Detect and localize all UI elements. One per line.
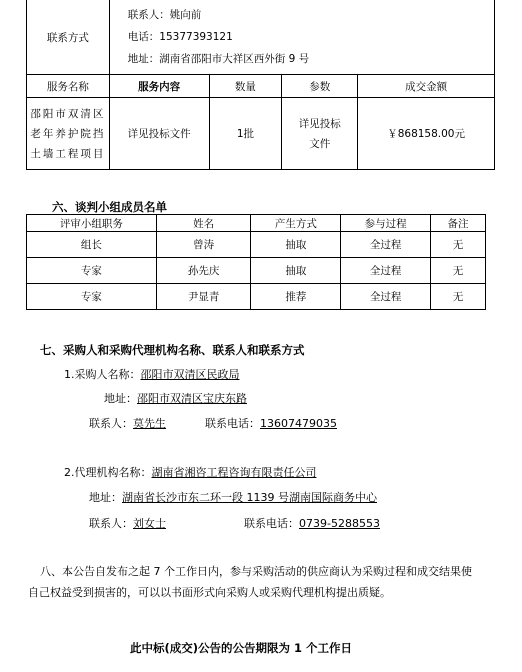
table-row	[27, 284, 486, 310]
panel-header-row	[27, 215, 486, 232]
contact-address: 地址：湖南省邵阳市大祥区西外街 9 号	[127, 53, 310, 65]
contact-person: 联系人：姚向前	[127, 9, 202, 21]
table-row	[27, 232, 486, 258]
agent-address: 湖南省长沙市东二环一段 1139 号湖南国际商务中心	[122, 491, 377, 504]
panel-remark: 无	[431, 232, 486, 258]
panel-process: 全过程	[341, 284, 431, 310]
params: 详见投标文件	[282, 98, 358, 170]
buyer-name: 邵阳市双清区民政局	[140, 368, 240, 381]
service-table	[26, 0, 495, 170]
buyer-name-line	[64, 366, 240, 382]
buyer-address-line	[104, 390, 247, 406]
section7-title: 七、采购人和采购代理机构名称、联系人和联系方式	[40, 343, 305, 357]
header-service-content: 服务内容	[109, 75, 209, 98]
contact-phone: 电话：15377393121	[127, 31, 233, 43]
panel-remark: 无	[431, 284, 486, 310]
buyer-address-label: 地址：	[104, 392, 137, 405]
notice-period: 此中标(成交)公告的公告期限为 1 个工作日	[130, 641, 353, 655]
panel-process: 全过程	[341, 232, 431, 258]
service-content: 详见投标文件	[109, 98, 209, 170]
agent-phone-label: 联系电话：	[244, 517, 299, 530]
panel-header-method: 产生方式	[251, 215, 341, 232]
panel-role: 专家	[27, 258, 157, 284]
amount: ￥868158.00元	[358, 98, 495, 170]
contact-info-cell	[109, 0, 494, 75]
buyer-name-label: 1.采购人名称：	[64, 368, 141, 381]
panel-name: 尹显青	[156, 284, 251, 310]
buyer-phone-line	[205, 415, 337, 431]
panel-name: 孙先庆	[156, 258, 251, 284]
agent-name-line	[64, 464, 317, 480]
panel-header-role: 评审小组职务	[27, 215, 157, 232]
section8-line1: 八、本公告自发布之起 7 个工作日内，参与采购活动的供应商认为采购过程和成交结果使	[40, 565, 472, 578]
buyer-contact: 莫先生	[133, 417, 166, 430]
agent-contact-label: 联系人：	[89, 517, 133, 530]
section6-title: 六、谈判小组成员名单	[52, 200, 167, 214]
panel-method: 推荐	[251, 284, 341, 310]
agent-name-label: 2.代理机构名称：	[64, 466, 152, 479]
quantity: 1批	[209, 98, 282, 170]
panel-role: 组长	[27, 232, 157, 258]
header-amount: 成交金额	[358, 75, 495, 98]
agent-contact-line	[89, 515, 166, 531]
header-service-name: 服务名称	[27, 75, 110, 98]
panel-role: 专家	[27, 284, 157, 310]
buyer-address: 邵阳市双清区宝庆东路	[137, 392, 247, 405]
panel-method: 抽取	[251, 258, 341, 284]
panel-header-name: 姓名	[156, 215, 251, 232]
agent-address-line	[89, 489, 377, 505]
agent-phone-line	[244, 515, 380, 531]
table-header-row	[27, 75, 495, 98]
panel-method: 抽取	[251, 232, 341, 258]
header-params: 参数	[282, 75, 358, 98]
buyer-phone: 13607479035	[260, 417, 337, 430]
panel-header-remark: 备注	[431, 215, 486, 232]
panel-remark: 无	[431, 258, 486, 284]
panel-process: 全过程	[341, 258, 431, 284]
panel-header-process: 参与过程	[341, 215, 431, 232]
panel-name: 曾涛	[156, 232, 251, 258]
buyer-contact-label: 联系人：	[89, 417, 133, 430]
buyer-contact-line	[89, 415, 166, 431]
buyer-phone-label: 联系电话：	[205, 417, 260, 430]
agent-phone: 0739-5288553	[299, 517, 380, 530]
section8-line2: 自己权益受到损害的，可以以书面形式向采购人或采购代理机构提出质疑。	[28, 586, 391, 599]
agent-address-label: 地址：	[89, 491, 122, 504]
agent-contact: 刘女士	[133, 517, 166, 530]
header-quantity: 数量	[209, 75, 282, 98]
contact-method-label: 联系方式	[27, 0, 110, 75]
table-row	[27, 258, 486, 284]
service-name: 邵阳市双清区老年养护院挡土墙工程项目	[27, 98, 110, 170]
agent-name: 湖南省湘咨工程咨询有限责任公司	[151, 466, 317, 479]
table-row	[27, 98, 495, 170]
panel-table	[26, 214, 486, 310]
